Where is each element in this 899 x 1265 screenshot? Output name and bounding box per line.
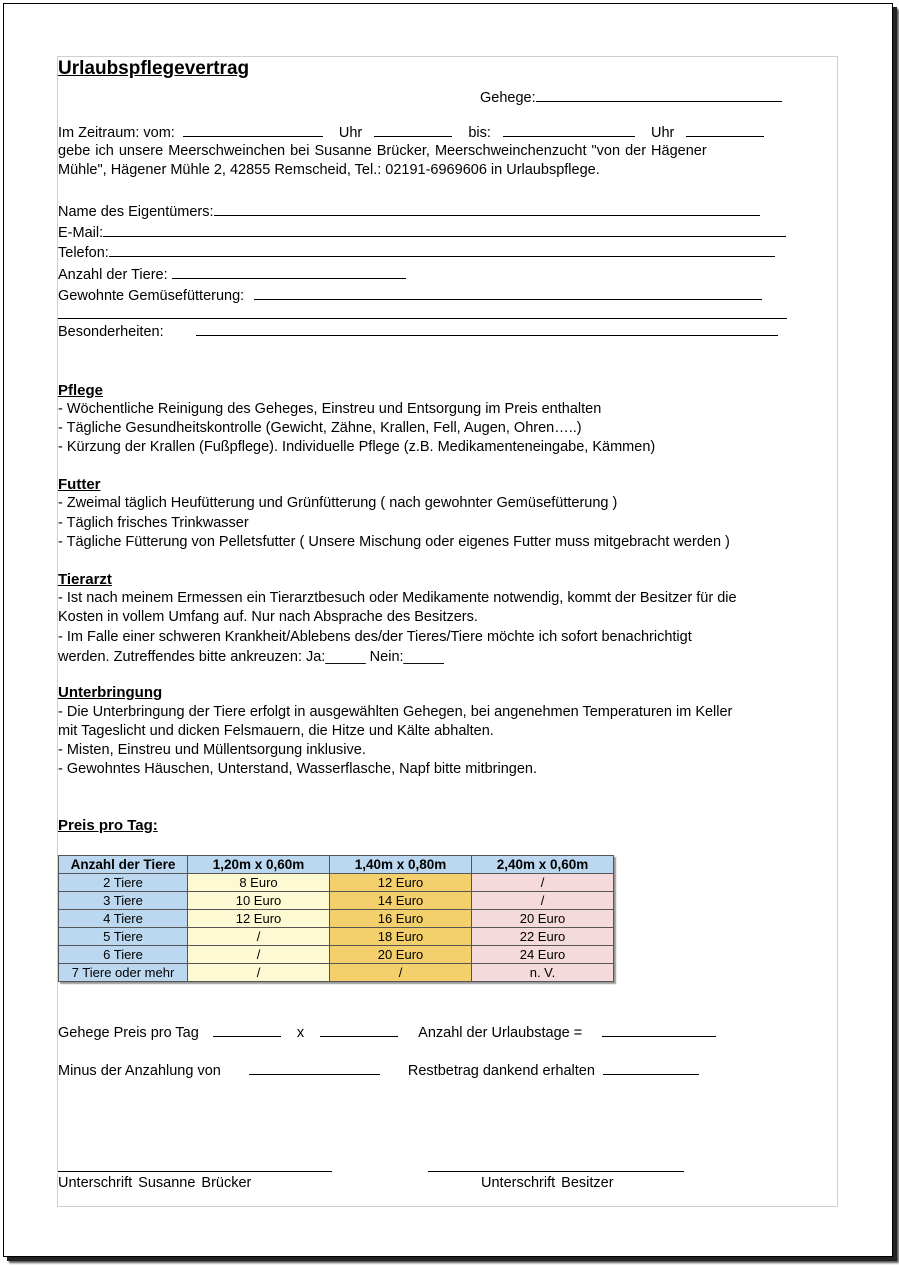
table-row	[59, 964, 614, 982]
besonderheiten-field	[58, 322, 778, 341]
table-cell: 2 Tiere	[59, 874, 188, 892]
table-cell: 8 Euro	[188, 874, 330, 892]
total-line[interactable]	[602, 1023, 716, 1037]
email-field	[58, 223, 786, 242]
table-cell: /	[472, 874, 614, 892]
table-cell: /	[330, 964, 472, 982]
table-cell: 6 Tiere	[59, 946, 188, 964]
restbetrag-label: Restbetrag dankend erhalten	[407, 1063, 595, 1079]
email-label: E-Mail:	[58, 225, 104, 241]
futter-item: - Zweimal täglich Heufütterung und Grünfütterung ( nach gewohnter Gemüsefütterung )	[58, 495, 618, 511]
table-row	[59, 874, 614, 892]
anzahl-field	[58, 265, 406, 284]
table-cell: 10 Euro	[188, 892, 330, 910]
gemuese-input-line[interactable]	[254, 286, 762, 300]
name-input-line[interactable]	[214, 202, 760, 216]
pflege-item: - Wöchentliche Reinigung des Geheges, Einstreu und Entsorgung im Preis enthalten	[58, 401, 602, 417]
unterbringung-line: - Gewohntes Häuschen, Unterstand, Wasserflasche, Napf bitte mitbringen.	[58, 761, 537, 777]
gemuese-label: Gewohnte Gemüsefütterung:	[58, 288, 245, 304]
table-cell: 5 Tiere	[59, 928, 188, 946]
signature-line-left[interactable]	[58, 1171, 332, 1172]
email-input-line[interactable]	[103, 223, 786, 237]
name-label: Name des Eigentümers:	[58, 204, 214, 220]
gemuese-field	[58, 286, 762, 305]
gemuese-extra-line[interactable]	[58, 318, 787, 319]
table-cell: 7 Tiere oder mehr	[59, 964, 188, 982]
name-field	[58, 202, 760, 221]
table-cell: 12 Euro	[330, 874, 472, 892]
table-cell: /	[188, 964, 330, 982]
restbetrag-line[interactable]	[603, 1061, 699, 1075]
tierarzt-line: - Im Falle einer schweren Krankheit/Ablebens des/der Tieres/Tiere möchte ich sofort benachrichtigt	[58, 629, 692, 645]
signature-label-left: Unterschrift Susanne Brücker	[58, 1175, 252, 1191]
tierarzt-heading: Tierarzt	[58, 571, 112, 588]
table-cell: 20 Euro	[330, 946, 472, 964]
table-cell: 4 Tiere	[59, 910, 188, 928]
table-row	[59, 910, 614, 928]
table-cell: 24 Euro	[472, 946, 614, 964]
futter-heading: Futter	[58, 476, 101, 493]
vom-time-line[interactable]	[374, 123, 452, 137]
table-cell: 3 Tiere	[59, 892, 188, 910]
unterbringung-line: - Die Unterbringung der Tiere erfolgt in ausgewählten Gehegen, bei angenehmen Temperaturen im Keller	[58, 704, 733, 720]
futter-item: - Täglich frisches Trinkwasser	[58, 515, 249, 531]
table-cell: /	[188, 928, 330, 946]
anzahl-tage-label: Anzahl der Urlaubstage =	[418, 1025, 583, 1041]
unterbringung-heading: Unterbringung	[58, 684, 163, 701]
table-header-row	[59, 856, 614, 874]
table-cell: 20 Euro	[472, 910, 614, 928]
zeitraum-label: Im Zeitraum: vom:	[58, 125, 175, 141]
column-header: Anzahl der Tiere	[59, 856, 188, 874]
anzahl-label: Anzahl der Tiere:	[58, 267, 168, 283]
tierarzt-line: Kosten in vollem Umfang auf. Nur nach Absprache des Besitzers.	[58, 609, 478, 625]
table-cell: 12 Euro	[188, 910, 330, 928]
price-table	[58, 855, 614, 982]
futter-item: - Tägliche Fütterung von Pelletsfutter ( Unsere Mischung oder eigenes Futter muss mitgebracht werden )	[58, 534, 730, 550]
table-cell: 18 Euro	[330, 928, 472, 946]
anzahlung-label: Minus der Anzahlung von	[58, 1063, 221, 1079]
gehege-field	[480, 88, 782, 107]
besonderheiten-label: Besonderheiten:	[58, 324, 164, 340]
column-header: 1,20m x 0,60m	[188, 856, 330, 874]
signature-line-right[interactable]	[428, 1171, 684, 1172]
bis-time-line[interactable]	[686, 123, 764, 137]
tage-line[interactable]	[320, 1023, 398, 1037]
column-header: 2,40m x 0,60m	[472, 856, 614, 874]
telefon-field	[58, 243, 775, 262]
gehege-input-line[interactable]	[536, 88, 782, 102]
intro-line-2: gebe ich unsere Meerschweinchen bei Susanne Brücker, Meerschweinchenzucht "von der Hägener	[58, 143, 707, 159]
pflege-item: - Tägliche Gesundheitskontrolle (Gewicht, Zähne, Krallen, Fell, Augen, Ohren…..)	[58, 420, 582, 436]
bis-label: bis:	[468, 125, 491, 141]
table-row	[59, 928, 614, 946]
uhr-label-2: Uhr	[650, 125, 675, 141]
zeitraum-row	[58, 123, 764, 142]
table-cell: /	[472, 892, 614, 910]
gehege-preis-label: Gehege Preis pro Tag	[58, 1025, 199, 1041]
pflege-item: - Kürzung der Krallen (Fußpflege). Individuelle Pflege (z.B. Medikamenteneingabe, Kämmen)	[58, 439, 656, 455]
gehege-label: Gehege:	[480, 90, 536, 106]
table-cell: n. V.	[472, 964, 614, 982]
table-cell: 14 Euro	[330, 892, 472, 910]
vom-date-line[interactable]	[183, 123, 323, 137]
intro-line-3: Mühle", Hägener Mühle 2, 42855 Remscheid, Tel.: 02191-6969606 in Urlaubspflege.	[58, 162, 600, 178]
preis-heading: Preis pro Tag:	[58, 817, 158, 834]
table-cell: 16 Euro	[330, 910, 472, 928]
telefon-label: Telefon:	[58, 245, 109, 261]
table-row	[59, 892, 614, 910]
pflege-heading: Pflege	[58, 382, 104, 399]
tierarzt-line: werden. Zutreffendes bitte ankreuzen: Ja:_____ Nein:_____	[58, 649, 444, 665]
telefon-input-line[interactable]	[109, 243, 775, 257]
table-cell: 22 Euro	[472, 928, 614, 946]
unterbringung-line: - Misten, Einstreu und Müllentsorgung inklusive.	[58, 742, 366, 758]
uhr-label-1: Uhr	[338, 125, 363, 141]
calc-row-2	[58, 1061, 699, 1080]
table-cell: /	[188, 946, 330, 964]
gehege-preis-line[interactable]	[213, 1023, 281, 1037]
anzahl-input-line[interactable]	[172, 265, 406, 279]
calc-row-1	[58, 1023, 716, 1042]
tierarzt-line: - Ist nach meinem Ermessen ein Tierarztbesuch oder Medikamente notwendig, kommt der Besitzer für die	[58, 590, 737, 606]
document-title: Urlaubspflegevertrag	[58, 58, 250, 79]
times-sign: x	[296, 1025, 305, 1041]
table-row	[59, 946, 614, 964]
unterbringung-line: mit Tageslicht und dicken Felsmauern, die Hitze und Kälte abhalten.	[58, 723, 494, 739]
bis-date-line[interactable]	[503, 123, 635, 137]
anzahlung-line[interactable]	[249, 1061, 380, 1075]
column-header: 1,40m x 0,80m	[330, 856, 472, 874]
signature-label-right: Unterschrift Besitzer	[481, 1175, 614, 1191]
besonderheiten-input-line[interactable]	[196, 322, 778, 336]
